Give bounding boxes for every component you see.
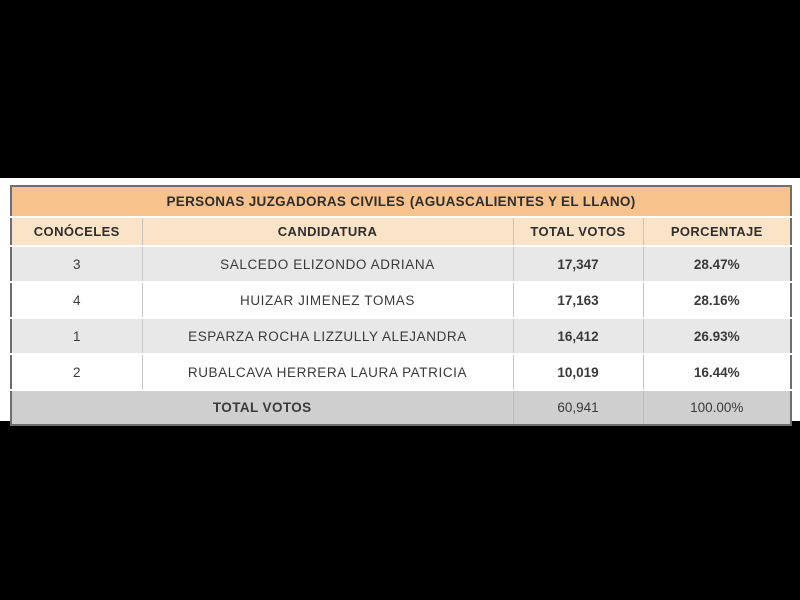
table-footer-row [11, 390, 791, 425]
cell-conoceles: 3 [11, 246, 142, 282]
cell-porcentaje: 28.16% [643, 282, 791, 318]
table-row [11, 282, 791, 318]
table-title [11, 186, 791, 217]
cell-candidatura: RUBALCAVA HERRERA LAURA PATRICIA [142, 354, 513, 390]
cell-porcentaje: 28.47% [643, 246, 791, 282]
footer-total-votos: 60,941 [513, 390, 643, 425]
cell-candidatura: ESPARZA ROCHA LIZZULLY ALEJANDRA [142, 318, 513, 354]
column-header-porcentaje: PORCENTAJE [643, 217, 791, 246]
table-row [11, 246, 791, 282]
column-header-total-votos: TOTAL VOTOS [513, 217, 643, 246]
cell-porcentaje: 26.93% [643, 318, 791, 354]
cell-conoceles: 4 [11, 282, 142, 318]
footer-porcentaje: 100.00% [643, 390, 791, 425]
table-row [11, 354, 791, 390]
cell-candidatura: SALCEDO ELIZONDO ADRIANA [142, 246, 513, 282]
cell-total-votos: 10,019 [513, 354, 643, 390]
cell-porcentaje: 16.44% [643, 354, 791, 390]
column-header-candidatura: CANDIDATURA [142, 217, 513, 246]
table-row [11, 318, 791, 354]
cell-total-votos: 17,163 [513, 282, 643, 318]
results-table [10, 185, 792, 426]
column-header-conoceles: CONÓCELES [11, 217, 142, 246]
table-header-row [11, 217, 791, 246]
cell-total-votos: 17,347 [513, 246, 643, 282]
cell-conoceles: 1 [11, 318, 142, 354]
table-title-main: PERSONAS JUZGADORAS CIVILES [166, 194, 405, 209]
cell-total-votos: 16,412 [513, 318, 643, 354]
footer-label: TOTAL VOTOS [11, 390, 513, 425]
table-title-row [11, 186, 791, 217]
cell-conoceles: 2 [11, 354, 142, 390]
table-title-subtitle: (AGUASCALIENTES Y EL LLANO) [409, 194, 636, 209]
cell-candidatura: HUIZAR JIMENEZ TOMAS [142, 282, 513, 318]
